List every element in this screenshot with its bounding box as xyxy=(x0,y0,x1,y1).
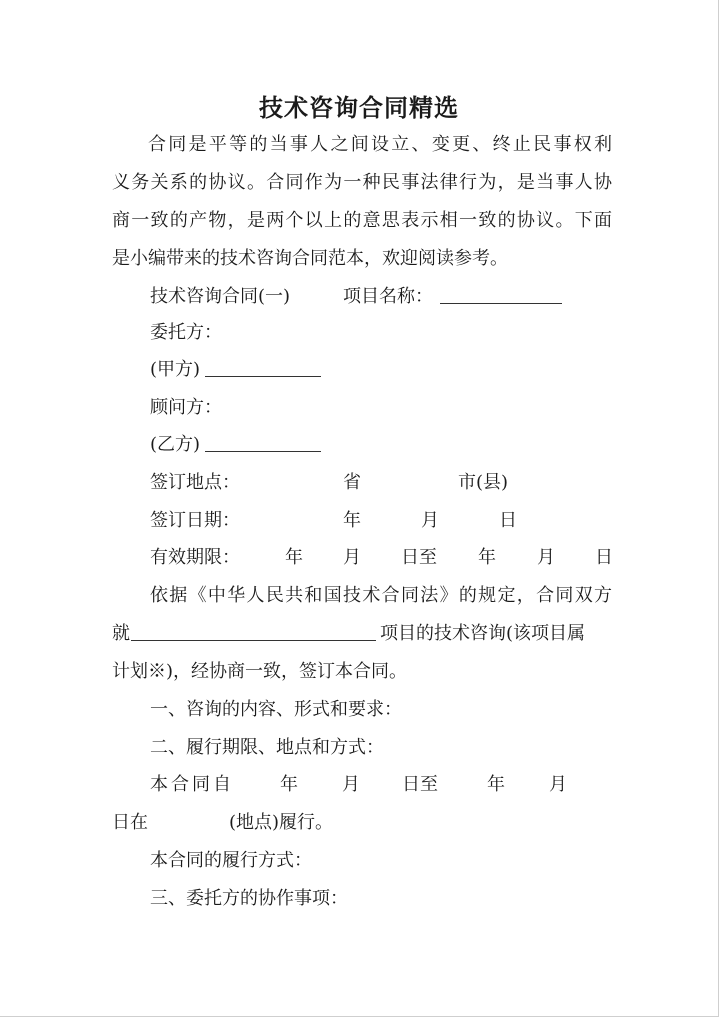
sign-month-label: 月 xyxy=(421,510,439,531)
valid-start-year: 年 xyxy=(285,547,303,568)
sign-day-label: 日 xyxy=(499,510,517,531)
contract-heading: 技术咨询合同(一) xyxy=(150,286,291,307)
valid-end-year: 年 xyxy=(478,547,496,568)
party-b-blank[interactable] xyxy=(205,433,321,452)
performance-end-year: 年 xyxy=(487,774,505,795)
performance-start-month: 月 xyxy=(342,774,360,795)
basis-line-1: 依据《中华人民共和国技术合同法》的规定，合同双方 xyxy=(150,585,612,606)
performance-end-day-at: 日在 xyxy=(112,812,148,833)
document-title: 技术咨询合同精选 xyxy=(259,93,459,122)
valid-end-month: 月 xyxy=(537,547,555,568)
intro-line-3: 商一致的产物，是两个以上的意思表示相一致的协议。下面 xyxy=(112,210,612,231)
intro-line-2: 义务关系的协议。合同作为一种民事法律行为，是当事人协 xyxy=(112,172,612,193)
valid-end-day: 日 xyxy=(595,547,613,568)
performance-method-label: 本合同的履行方式： xyxy=(150,850,312,871)
province-label: 省 xyxy=(343,472,361,493)
party-a-label: (甲方) xyxy=(150,359,201,380)
section-1-heading: 一、咨询的内容、形式和要求： xyxy=(150,699,402,720)
performance-end-month: 月 xyxy=(549,774,567,795)
performance-place-label: (地点)履行。 xyxy=(229,812,334,833)
intro-line-4: 是小编带来的技术咨询合同范本，欢迎阅读参考。 xyxy=(112,248,508,269)
sign-place-label: 签订地点： xyxy=(150,472,240,493)
basis-line-2-end: 项目的技术咨询(该项目属 xyxy=(380,623,586,644)
intro-line-1: 合同是平等的当事人之间设立、变更、终止民事权利 xyxy=(148,134,612,155)
client-label: 委托方： xyxy=(150,322,222,343)
valid-start-day-to: 日至 xyxy=(401,547,437,568)
project-subject-blank[interactable] xyxy=(131,622,376,641)
valid-start-month: 月 xyxy=(343,547,361,568)
performance-start-day-to: 日至 xyxy=(402,774,438,795)
party-b-label: (乙方) xyxy=(150,434,201,455)
sign-date-label: 签订日期： xyxy=(150,510,240,531)
party-a-blank[interactable] xyxy=(205,358,321,377)
project-name-blank[interactable] xyxy=(440,285,562,304)
project-name-label: 项目名称： xyxy=(343,286,433,307)
city-county-label: 市(县) xyxy=(458,472,509,493)
sign-year-label: 年 xyxy=(343,510,361,531)
performance-start-year: 年 xyxy=(280,774,298,795)
contract-from-label: 本合同自 xyxy=(150,774,234,795)
section-3-heading: 三、委托方的协作事项： xyxy=(150,888,348,909)
basis-line-3: 计划※)，经协商一致，签订本合同。 xyxy=(112,661,408,682)
section-2-heading: 二、履行期限、地点和方式： xyxy=(150,737,384,758)
consultant-label: 顾问方： xyxy=(150,397,222,418)
basis-line-2-start: 就 xyxy=(112,623,130,644)
valid-period-label: 有效期限： xyxy=(150,547,240,568)
